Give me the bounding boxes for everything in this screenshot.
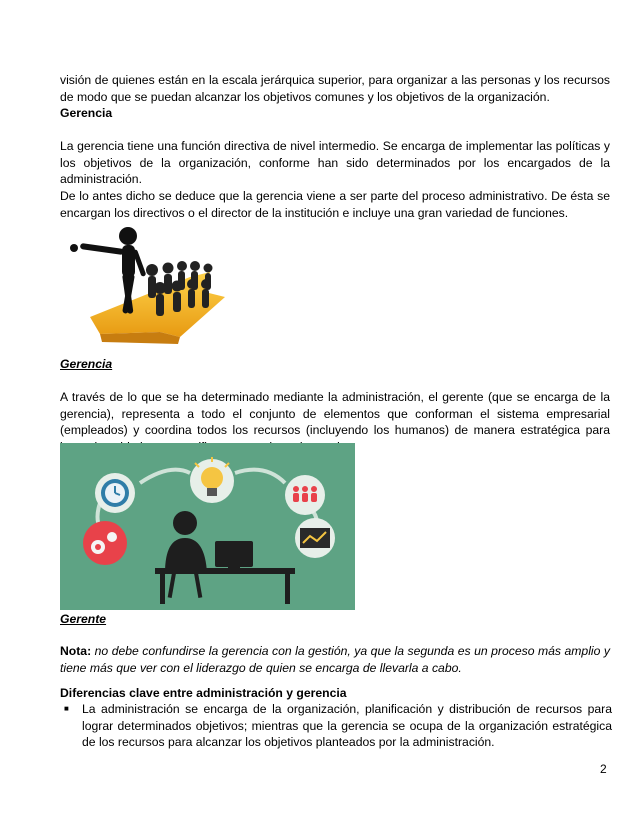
list-item-text: La administración se encarga de la organización, planificación y distribución de recursos para lograr determinados objetivos; mientras que la gerencia se ocupa de la organización estratégica de los recursos para alcanzar los objetivos planteados por la administración. (82, 702, 612, 749)
paragraph-gerencia-definition: La gerencia tiene una función directiva de nivel intermedio. Se encarga de implementar las políticas y los objetivos de la organización, conforme han sido determinados por los encargados de la administración. (60, 139, 610, 186)
paragraph-gerencia-process: De lo antes dicho se deduce que la gerencia viene a ser parte del proceso administrativo. De ésta se encargan los directivos o el director de la institución e incluye una gran variedad de funciones. (60, 189, 610, 220)
note-text: no debe confundirse la gerencia con la gestión, ya que la segunda es un proceso más amplio y tiene más que ver con el liderazgo de quien se encarga de llevarla a cabo. (60, 644, 610, 675)
heading-gerencia: Gerencia (60, 106, 113, 120)
note-label: Nota: (60, 644, 92, 658)
caption-gerencia: Gerencia (60, 357, 113, 371)
bullet-icon: ■ (64, 704, 69, 713)
leader-arrow-image (60, 222, 240, 347)
caption-gerente: Gerente (60, 612, 107, 626)
management-illustration (60, 443, 355, 610)
heading-diferencias: Diferencias clave entre administración y gerencia (60, 686, 347, 700)
page-number: 2 (600, 762, 607, 776)
note-paragraph (60, 643, 610, 676)
paragraph-gerente-role: A través de lo que se ha determinado mediante la administración, el gerente (que se encarga de la gerencia), representa a todo el conjunto de elementos que conforman el sistema empresarial (empleados) y coordina todos los recursos (incluyendo los humanos) de manera estratégica para (60, 390, 610, 437)
paragraph-intro: visión de quienes están en la escala jerárquica superior, para organizar a las personas y los recursos de modo que se puedan alcanzar los objetivos comunes y los objetivos de la organización. (60, 73, 610, 104)
